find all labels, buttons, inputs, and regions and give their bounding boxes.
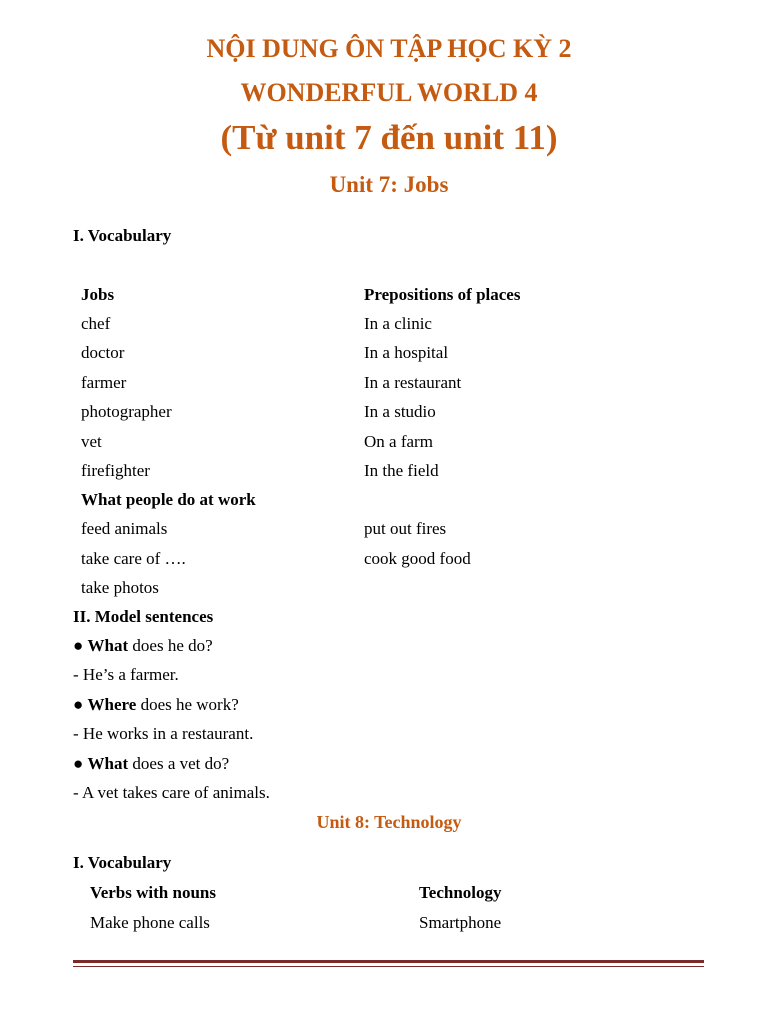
question-line <box>73 695 239 715</box>
job-item: vet <box>81 432 102 451</box>
question-line <box>73 754 229 774</box>
question-word: What <box>87 636 129 655</box>
answer-line: - A vet takes care of animals. <box>73 783 270 802</box>
work-item: cook good food <box>364 549 471 568</box>
job-item: photographer <box>81 402 172 421</box>
unit8-title: Unit 8: Technology <box>316 812 462 832</box>
question-text: does he work? <box>136 695 239 714</box>
job-item: firefighter <box>81 461 150 480</box>
verb-item: Make phone calls <box>90 913 210 932</box>
place-item: In a restaurant <box>364 373 462 392</box>
question-word: What <box>87 754 129 773</box>
work-item: put out fires <box>364 519 447 538</box>
work-item: take care of …. <box>81 549 186 568</box>
model-sentences-heading: II. Model sentences <box>73 607 214 626</box>
places-header: Prepositions of places <box>364 285 521 304</box>
verbs-header: Verbs with nouns <box>90 883 216 902</box>
work-header: What people do at work <box>81 490 256 509</box>
job-item: chef <box>81 314 111 333</box>
jobs-header: Jobs <box>81 285 115 304</box>
unit8-vocab-heading: I. Vocabulary <box>73 853 172 872</box>
place-item: In a clinic <box>364 314 432 333</box>
answer-line: - He works in a restaurant. <box>73 724 254 743</box>
doc-title-line-2: WONDERFUL WORLD 4 <box>240 78 538 107</box>
work-item: take photos <box>81 578 159 597</box>
work-item: feed animals <box>81 519 168 538</box>
question-text: does a vet do? <box>128 754 230 773</box>
question-text: does he do? <box>128 636 213 655</box>
job-item: doctor <box>81 343 125 362</box>
bullet: ● <box>73 636 84 655</box>
answer-line: - He’s a farmer. <box>73 665 179 684</box>
bullet: ● <box>73 754 84 773</box>
unit7-vocab-heading: I. Vocabulary <box>73 226 172 245</box>
place-item: On a farm <box>364 432 433 451</box>
doc-title-line-3: (Từ unit 7 đến unit 11) <box>220 118 558 157</box>
tech-item: Smartphone <box>419 913 502 932</box>
unit7-title: Unit 7: Jobs <box>329 172 449 197</box>
question-line <box>73 636 213 656</box>
footer-divider <box>73 960 704 967</box>
question-word: Where <box>87 695 137 714</box>
place-item: In the field <box>364 461 439 480</box>
technology-header: Technology <box>419 883 502 902</box>
place-item: In a hospital <box>364 343 449 362</box>
bullet: ● <box>73 695 84 714</box>
job-item: farmer <box>81 373 127 392</box>
doc-title-line-1: NỘI DUNG ÔN TẬP HỌC KỲ 2 <box>206 34 572 63</box>
place-item: In a studio <box>364 402 436 421</box>
